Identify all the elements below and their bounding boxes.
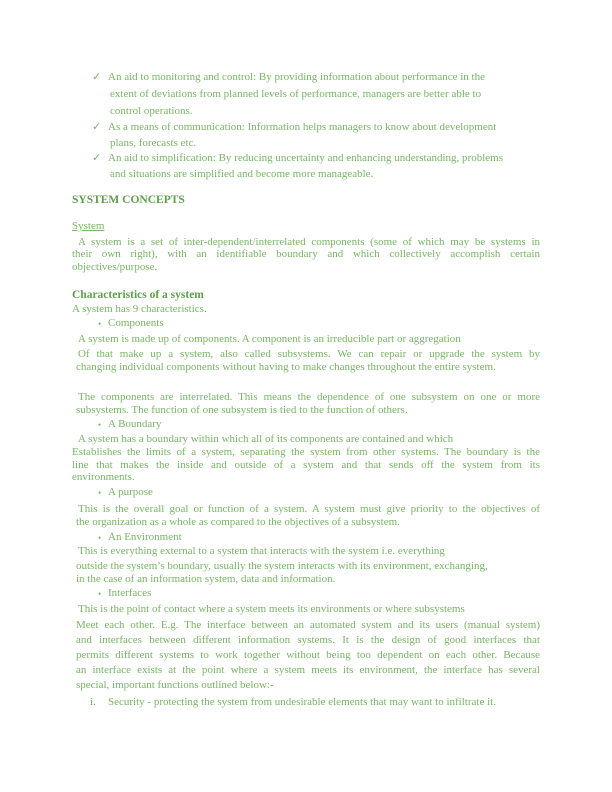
check-icon: ✓	[92, 121, 102, 133]
paragraph-line: A system has 9 characteristics.	[72, 303, 207, 315]
paragraph-line: This is everything external to a system that interacts with the system i.e. everything	[78, 545, 445, 557]
subheading-system: System	[72, 220, 105, 232]
paragraph-line: This is the overall goal or function of a system. A system must give priority to the objectives of	[78, 503, 540, 515]
characteristic-label: A purpose	[108, 486, 153, 498]
benefit-line: and situations are simplified and become more manageable.	[110, 168, 374, 180]
characteristic-label: Components	[108, 317, 164, 329]
bullet-icon: •	[98, 420, 102, 430]
paragraph-line: environments.	[72, 471, 135, 483]
bullet-icon: •	[98, 319, 102, 329]
paragraph-line: A system has a boundary within which all of its components are contained and which	[78, 433, 454, 445]
section-heading: SYSTEM CONCEPTS	[72, 194, 185, 206]
paragraph-line: A system is a set of inter-dependent/interrelated components (some of which may be systems in	[78, 236, 540, 248]
benefit-line: An aid to simplification: By reducing uncertainty and enhancing understanding, problems	[108, 152, 503, 164]
benefit-line: As a means of communication: Information helps managers to know about development	[108, 121, 497, 133]
check-icon: ✓	[92, 71, 102, 83]
paragraph-line: A system is made up of components. A component is an irreducible part or aggregation	[78, 333, 461, 345]
list-numeral: i.	[90, 696, 96, 708]
paragraph-line: their own right), with an identifiable boundary and which collectively accomplish certain	[72, 248, 540, 260]
characteristic-label: Interfaces	[108, 587, 152, 599]
paragraph-line: line that makes the inside and outside of a system and that sends off the system from its	[72, 459, 540, 471]
benefit-line: An aid to monitoring and control: By providing information about performance in the	[108, 71, 485, 83]
paragraph-line: Of that make up a system, also called subsystems. We can repair or upgrade the system by	[78, 348, 540, 360]
subheading-characteristics: Characteristics of a system	[72, 289, 204, 301]
characteristic-label: An Environment	[108, 531, 182, 543]
benefit-line: plans, forecasts etc.	[110, 137, 197, 149]
paragraph-line: in the case of an information system, data and information.	[76, 573, 336, 585]
paragraph-line: The components are interrelated. This means the dependence of one subsystem on one or more	[78, 391, 540, 403]
check-icon: ✓	[92, 152, 102, 164]
paragraph-line: outside the system’s boundary, usually the system interacts with its environment, exchanging,	[76, 560, 488, 572]
characteristic-label: A Boundary	[108, 418, 162, 430]
paragraph-line: changing individual components without having to make changes throughout the entire system.	[76, 361, 496, 373]
paragraph-line: special, important functions outlined below:-	[76, 679, 274, 691]
paragraph-line: permits different systems to work together without being too dependent on each other. Because	[76, 649, 540, 661]
benefit-line: extent of deviations from planned levels of performance, managers are better able to	[110, 88, 482, 100]
paragraph-line: and interfaces between different information systems. It is the design of good interfaces that	[76, 634, 540, 646]
bullet-icon: •	[98, 488, 102, 498]
paragraph-line: the organization as a whole as compared to the objectives of a subsystem.	[76, 516, 400, 528]
paragraph-line: Establishes the limits of a system, separating the system from other systems. The boundary is the	[72, 446, 540, 458]
paragraph-line: an interface exists at the point where a system meets its environment, the interface has several	[76, 664, 540, 676]
benefit-line: control operations.	[110, 105, 193, 117]
paragraph-line: subsystems. The function of one subsystem is tied to the function of others.	[76, 404, 408, 416]
paragraph-line: objectives/purpose.	[72, 261, 158, 273]
bullet-icon: •	[98, 589, 102, 599]
paragraph-line: This is the point of contact where a system meets its environments or where subsystems	[78, 603, 465, 615]
paragraph-line: Meet each other. E.g. The interface between an automated system and its users (manual system)	[76, 619, 540, 631]
bullet-icon: •	[98, 533, 102, 543]
function-item: Security - protecting the system from undesirable elements that may want to infiltrate it.	[108, 696, 496, 708]
